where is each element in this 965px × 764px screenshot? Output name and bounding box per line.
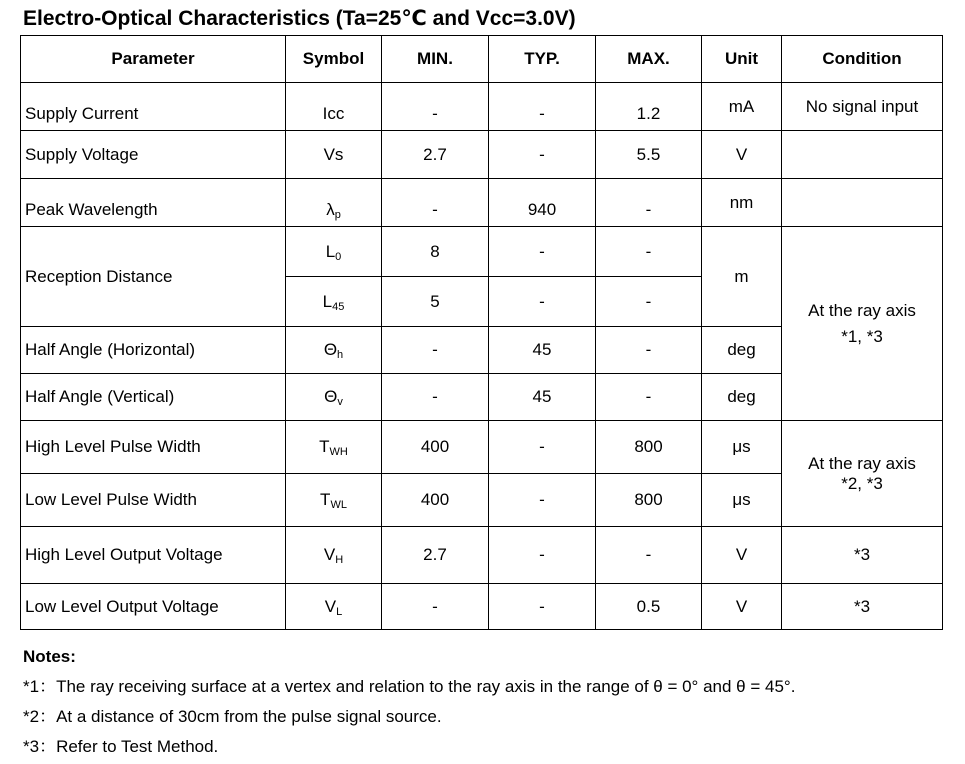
unit-cell: μs — [702, 421, 782, 474]
table-row — [21, 227, 943, 277]
min-cell: - — [382, 179, 489, 227]
max-cell: - — [596, 179, 702, 227]
max-cell: - — [596, 227, 702, 277]
condition-cell — [782, 227, 943, 421]
table-row — [21, 421, 943, 474]
unit-cell: V — [702, 527, 782, 584]
header-typ: TYP. — [489, 36, 596, 83]
table-header-row — [21, 36, 943, 83]
unit-cell: V — [702, 131, 782, 179]
max-cell: - — [596, 374, 702, 421]
typ-cell: - — [489, 584, 596, 630]
param-cell: Reception Distance — [21, 227, 286, 327]
typ-cell: - — [489, 527, 596, 584]
min-cell: - — [382, 584, 489, 630]
header-symbol: Symbol — [286, 36, 382, 83]
typ-cell: - — [489, 227, 596, 277]
condition-cell — [782, 421, 943, 527]
unit-cell: deg — [702, 327, 782, 374]
condition-cell-empty — [782, 131, 943, 179]
table-row — [21, 527, 943, 584]
max-cell: 0.5 — [596, 584, 702, 630]
unit-cell: V — [702, 584, 782, 630]
header-condition: Condition — [782, 36, 943, 83]
min-cell: 400 — [382, 474, 489, 527]
condition-cell-empty — [782, 179, 943, 227]
symbol-cell: $\Theta_v$ — [286, 374, 382, 421]
param-cell: Low Level Output Voltage — [21, 584, 286, 630]
typ-cell: 45 — [489, 374, 596, 421]
max-cell: - — [596, 277, 702, 327]
typ-cell: 940 — [489, 179, 596, 227]
condition-cell: *3 — [782, 584, 943, 630]
header-min: MIN. — [382, 36, 489, 83]
unit-cell: deg — [702, 374, 782, 421]
max-cell: 800 — [596, 474, 702, 527]
unit-cell: nm — [702, 179, 782, 227]
symbol-cell: $T_{WH}$ — [286, 421, 382, 474]
condition-line: At the ray axis — [808, 301, 916, 320]
max-cell: 800 — [596, 421, 702, 474]
unit-cell: m — [702, 227, 782, 327]
symbol-cell: $V_L$ — [286, 584, 382, 630]
note-3: *3：Refer to Test Method. — [23, 737, 219, 756]
table-row — [21, 83, 943, 131]
symbol-cell: Vs — [286, 131, 382, 179]
param-cell: Half Angle (Horizontal) — [21, 327, 286, 374]
condition-line: *1, *3 — [841, 326, 883, 346]
min-cell: 400 — [382, 421, 489, 474]
condition-line: At the ray axis — [808, 453, 916, 473]
typ-cell: - — [489, 131, 596, 179]
header-parameter: Parameter — [21, 36, 286, 83]
symbol-cell: $L_0$ — [286, 227, 382, 277]
table-row — [21, 179, 943, 227]
typ-cell: - — [489, 277, 596, 327]
max-cell: 5.5 — [596, 131, 702, 179]
param-cell: Half Angle (Vertical) — [21, 374, 286, 421]
condition-cell: *3 — [782, 527, 943, 584]
min-cell: - — [382, 83, 489, 131]
typ-cell: - — [489, 474, 596, 527]
param-cell: Supply Voltage — [21, 131, 286, 179]
unit-cell: μs — [702, 474, 782, 527]
param-cell: High Level Output Voltage — [21, 527, 286, 584]
min-cell: - — [382, 327, 489, 374]
condition-line: *2, *3 — [841, 473, 883, 493]
max-cell: 1.2 — [596, 83, 702, 131]
min-cell: 2.7 — [382, 527, 489, 584]
header-max: MAX. — [596, 36, 702, 83]
param-cell: Supply Current — [21, 83, 286, 131]
symbol-cell: $\Theta_h$ — [286, 327, 382, 374]
symbol-cell: $V_H$ — [286, 527, 382, 584]
header-unit: Unit — [702, 36, 782, 83]
min-cell: - — [382, 374, 489, 421]
note-2: *2：At a distance of 30cm from the pulse signal source. — [23, 707, 442, 726]
condition-cell: No signal input — [782, 83, 943, 131]
min-cell: 2.7 — [382, 131, 489, 179]
characteristics-table — [20, 35, 943, 630]
max-cell: - — [596, 527, 702, 584]
note-1: *1：The ray receiving surface at a vertex and relation to the ray axis in the range of θ = 0° and θ = 45°. — [23, 677, 796, 696]
typ-cell: 45 — [489, 327, 596, 374]
symbol-cell: $L_{45}$ — [286, 277, 382, 327]
symbol-cell: $T_{WL}$ — [286, 474, 382, 527]
table-row — [21, 131, 943, 179]
unit-cell: mA — [702, 83, 782, 131]
min-cell: 8 — [382, 227, 489, 277]
table-row — [21, 584, 943, 630]
page-title: Electro-Optical Characteristics (Ta=25℃ and Vcc=3.0V) — [23, 7, 576, 30]
symbol-cell: $\lambda_p$ — [286, 179, 382, 227]
symbol-cell: Icc — [286, 83, 382, 131]
notes-heading: Notes: — [23, 647, 76, 666]
max-cell: - — [596, 327, 702, 374]
param-cell: High Level Pulse Width — [21, 421, 286, 474]
param-cell: Low Level Pulse Width — [21, 474, 286, 527]
typ-cell: - — [489, 83, 596, 131]
notes-section — [23, 642, 795, 762]
typ-cell: - — [489, 421, 596, 474]
param-cell: Peak Wavelength — [21, 179, 286, 227]
min-cell: 5 — [382, 277, 489, 327]
